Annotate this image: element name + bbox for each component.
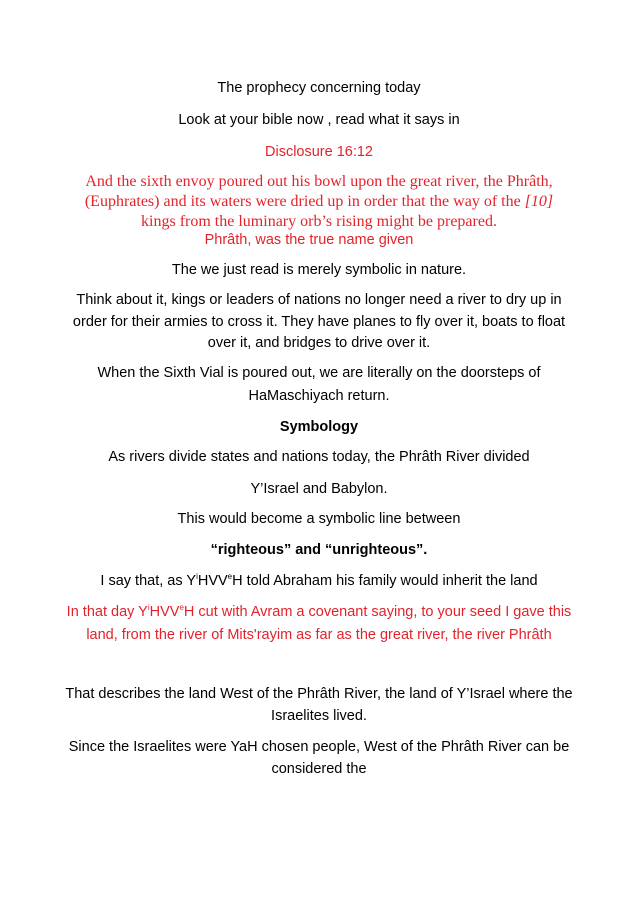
covenant-text-b: HVV [149, 604, 180, 620]
abraham-text-b: HVV [197, 573, 228, 589]
abraham-text-c: H told Abraham his family would inherit the land [232, 573, 538, 589]
paragraph-west-line-1: That describes the land West of the Phrâth River, the land of Y’Israel where the [65, 686, 573, 702]
intro-line: Look at your bible now , read what it says in [178, 112, 460, 128]
verse-line-2 [0, 192, 638, 212]
superscript-e: e [227, 572, 233, 582]
name-note: Phrâth, was the true name given [204, 232, 414, 248]
paragraph-symbolic: The we just read is merely symbolic in nature. [171, 262, 467, 278]
superscript-e: e [179, 603, 184, 613]
heading-prophecy: The prophecy concerning today [217, 80, 421, 96]
paragraph-rivers-line-2: Y’Israel and Babylon. [250, 481, 388, 497]
paragraph-kings-line-2: order for their armies to cross it. They have planes to fly over it, boats to float [72, 314, 566, 330]
covenant-text-a: In that day Y [66, 604, 148, 620]
verse-line-1: And the sixth envoy poured out his bowl upon the great river, the Phrâth, [85, 173, 553, 190]
covenant-verse-line-1 [0, 602, 638, 622]
paragraph-line-between: This would become a symbolic line between [177, 511, 461, 527]
scripture-reference: Disclosure 16:12 [265, 144, 373, 160]
footnote-marker: [10] [524, 193, 554, 210]
righteous-unrighteous: “righteous” and “unrighteous”. [210, 542, 428, 558]
section-heading-symbology: Symbology [279, 419, 359, 435]
paragraph-vial-line-1: When the Sixth Vial is poured out, we are literally on the doorsteps of [97, 365, 541, 381]
covenant-text-c: H cut with Avram a covenant saying, to your seed I gave this [183, 604, 572, 620]
superscript-i: i [147, 603, 150, 613]
paragraph-west-line-2: Israelites lived. [271, 708, 367, 724]
abraham-text-a: I say that, as Y [100, 573, 197, 589]
paragraph-rivers-line-1: As rivers divide states and nations today, the Phrâth River divided [108, 449, 530, 465]
paragraph-abraham [0, 571, 638, 591]
paragraph-chosen-line-2: considered the [271, 761, 367, 777]
paragraph-chosen-line-1: Since the Israelites were YaH chosen people, West of the Phrâth River can be [68, 739, 570, 755]
verse-line-3: kings from the luminary orb’s rising might be prepared. [141, 213, 497, 230]
verse-line-2-text: (Euphrates) and its waters were dried up in order that the way of the [84, 193, 521, 210]
covenant-verse-line-2: land, from the river of Mits'rayim as far as the great river, the river Phrâth [86, 627, 552, 643]
paragraph-kings-line-3: over it, and bridges to drive over it. [207, 335, 431, 351]
superscript-i: i [196, 572, 198, 582]
paragraph-vial-line-2: HaMaschiyach return. [248, 388, 390, 404]
paragraph-kings-line-1: Think about it, kings or leaders of nations no longer need a river to dry up in [76, 292, 562, 308]
